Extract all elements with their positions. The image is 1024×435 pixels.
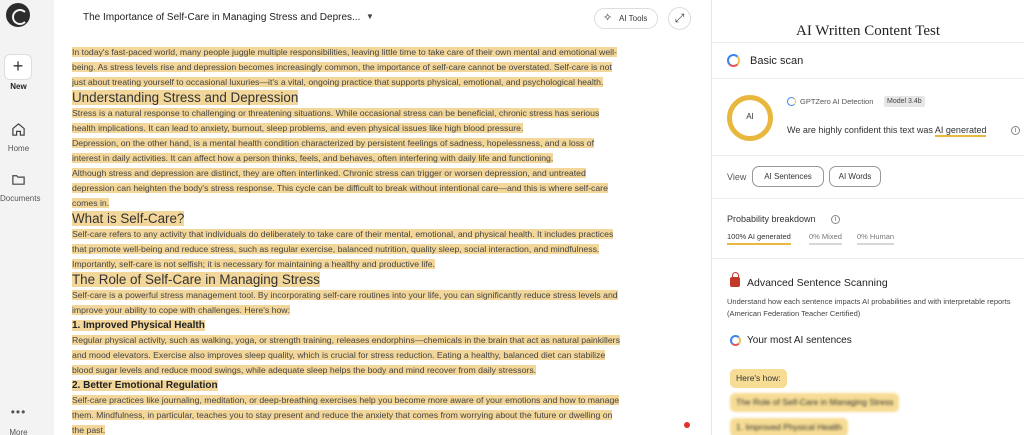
text-line: and mood elevators. Exercise also improves sleep quality, which is crucial for stress reduction. Eating a healthy, balanced diet can stabilize bbox=[72, 350, 606, 360]
results-panel bbox=[712, 0, 1024, 435]
document-content[interactable] bbox=[72, 45, 692, 435]
more-label[interactable]: More bbox=[9, 428, 28, 435]
heading-physical-health: 1. Improved Physical Health bbox=[72, 320, 205, 331]
gptzero-logo-icon[interactable] bbox=[6, 3, 30, 27]
heading-role: The Role of Self-Care in Managing Stress bbox=[72, 272, 320, 287]
divider bbox=[712, 155, 1024, 156]
text-line: improve your ability to cope with challenges. Here's how: bbox=[72, 305, 290, 315]
document-title[interactable]: The Importance of Self-Care in Managing Stress and Depres... bbox=[83, 12, 361, 23]
advanced-scan-title: Advanced Sentence Scanning bbox=[747, 277, 888, 289]
text-line: just about treating yourself to occasional luxuries—it's a vital, ongoing practice that supports physical, emotional, and psychological health. bbox=[72, 77, 604, 87]
paragraph-what bbox=[72, 227, 692, 272]
text-line: Depression, on the other hand, is a mental health condition characterized by persistent feelings of sadness, hopelessness, and a loss of bbox=[72, 138, 595, 148]
ai-sentence-chip[interactable]: 1. Improved Physical Health bbox=[730, 418, 848, 435]
sparkle-icon: ✧ bbox=[603, 12, 613, 24]
text-line: being. As stress levels rise and depression becomes increasingly common, the importance of self-care cannot be overstated. Self-care is not bbox=[72, 62, 612, 72]
text-line: that promote well-being and reduce stress, such as regular exercise, balanced nutrition, quality sleep, social interaction, and mindfulness. bbox=[72, 244, 600, 254]
text-line: comes in. bbox=[72, 198, 110, 208]
folder-icon[interactable] bbox=[11, 172, 26, 187]
ai-score-ring bbox=[727, 95, 773, 141]
home-icon[interactable] bbox=[11, 122, 26, 137]
advanced-scan-description: Understand how each sentence impacts AI probabilities and with interpretable reports (American Federation Teacher Certified) bbox=[727, 297, 1011, 318]
scan-icon bbox=[730, 335, 741, 346]
left-rail bbox=[0, 0, 41, 435]
heading-emotional-regulation: 2. Better Emotional Regulation bbox=[72, 380, 218, 391]
divider bbox=[712, 42, 1024, 43]
divider bbox=[712, 198, 1024, 199]
paragraph-physical bbox=[72, 333, 692, 378]
verdict-value: AI generated bbox=[934, 125, 987, 135]
paragraph-role bbox=[72, 288, 692, 318]
verdict-text bbox=[787, 125, 986, 135]
ai-sentence-chip[interactable]: Here's how: bbox=[730, 369, 787, 388]
gptzero-small-icon bbox=[787, 97, 796, 106]
probability-title: Probability breakdown bbox=[727, 214, 816, 224]
paragraph-intro bbox=[72, 45, 692, 90]
view-label: View bbox=[727, 172, 747, 182]
most-ai-title: Your most AI sentences bbox=[747, 335, 852, 346]
documents-label[interactable]: Documents bbox=[0, 194, 41, 203]
new-label: New bbox=[10, 82, 27, 91]
more-icon[interactable]: ••• bbox=[10, 405, 27, 419]
text-line: blood sugar levels and reduce mood swings, while adequate sleep helps the body and mind recover from daily stressors. bbox=[72, 365, 537, 375]
scan-icon bbox=[727, 54, 740, 67]
document-panel bbox=[54, 0, 712, 435]
expand-icon[interactable]: ⤢ bbox=[668, 7, 691, 30]
basic-scan-label: Basic scan bbox=[750, 55, 804, 67]
ai-words-button[interactable]: AI Words bbox=[829, 166, 881, 187]
text-line: Self-care is a powerful stress management tool. By incorporating self-care routines into your life, you can significantly reduce stress levels and bbox=[72, 290, 618, 300]
prob-human: 0% Human bbox=[857, 232, 894, 245]
text-line: Regular physical activity, such as walking, yoga, or strength training, releases endorphins—chemicals in the brain that act as natural painkillers bbox=[72, 335, 620, 345]
text-line: health implications. It can lead to anxiety, burnout, sleep problems, and even physical issues like high blood pressure. bbox=[72, 123, 524, 133]
ai-sentence-chip[interactable]: The Role of Self-Care in Managing Stress bbox=[730, 393, 899, 412]
ai-sentences-button[interactable]: AI Sentences bbox=[752, 166, 824, 187]
info-icon[interactable]: i bbox=[831, 215, 840, 224]
text-line: them. Mindfulness, in particular, teaches you to stay present and reduce the anxiety that comes from worrying about the future or dwelling on bbox=[72, 410, 613, 420]
text-line: Although stress and depression are distinct, they are often interlinked. Chronic stress can trigger or worsen depression, and untreated bbox=[72, 168, 586, 178]
divider bbox=[712, 258, 1024, 259]
prob-mixed: 0% Mixed bbox=[809, 232, 842, 245]
model-badge: Model 3.4b bbox=[884, 96, 925, 107]
paragraph-understanding bbox=[72, 106, 692, 211]
paragraph-emotional bbox=[72, 393, 692, 435]
ring-label: AI bbox=[746, 112, 754, 121]
text-line: Stress is a natural response to challenging or threatening situations. While occasional stress can be beneficial, chronic stress has serious bbox=[72, 108, 600, 118]
text-line: Self-care practices like journaling, meditation, or deep-breathing exercises help you become more aware of your emotions and how to manage bbox=[72, 395, 620, 405]
text-line: depression can heighten the body's stress response. This cycle can be difficult to break without intentional care—and this is where self-care bbox=[72, 183, 608, 193]
text-line: In today's fast-paced world, many people juggle multiple responsibilities, leaving little time to take care of their own mental and emotional well- bbox=[72, 47, 617, 57]
text-line: interest in daily activities. It can affect how a person thinks, feels, and behaves, often interfering with daily life and functioning. bbox=[72, 153, 554, 163]
text-line: the past. bbox=[72, 425, 106, 435]
heading-understanding: Understanding Stress and Depression bbox=[72, 90, 299, 105]
ai-tools-button[interactable] bbox=[594, 8, 658, 29]
text-line: Self-care refers to any activity that individuals do deliberately to take care of their mental, emotional, and physical health. It includes practices bbox=[72, 229, 614, 239]
status-dot bbox=[684, 422, 690, 428]
divider bbox=[712, 78, 1024, 79]
info-icon[interactable]: i bbox=[1011, 126, 1020, 135]
ai-tools-label: AI Tools bbox=[619, 14, 648, 23]
heading-what-is-self-care: What is Self-Care? bbox=[72, 211, 185, 226]
prob-ai: 100% AI generated bbox=[727, 232, 791, 245]
chevron-down-icon[interactable]: ▼ bbox=[366, 12, 374, 21]
detector-name: GPTZero AI Detection bbox=[800, 97, 874, 106]
home-label[interactable]: Home bbox=[7, 144, 30, 153]
panel-title: AI Written Content Test bbox=[795, 23, 941, 39]
verdict-prefix: We are highly confident this text was bbox=[787, 125, 935, 135]
lock-icon bbox=[730, 277, 740, 287]
text-line: Importantly, self-care is not selfish; it is necessary for maintaining a healthy and productive life. bbox=[72, 259, 435, 269]
new-button[interactable]: + bbox=[4, 54, 32, 80]
